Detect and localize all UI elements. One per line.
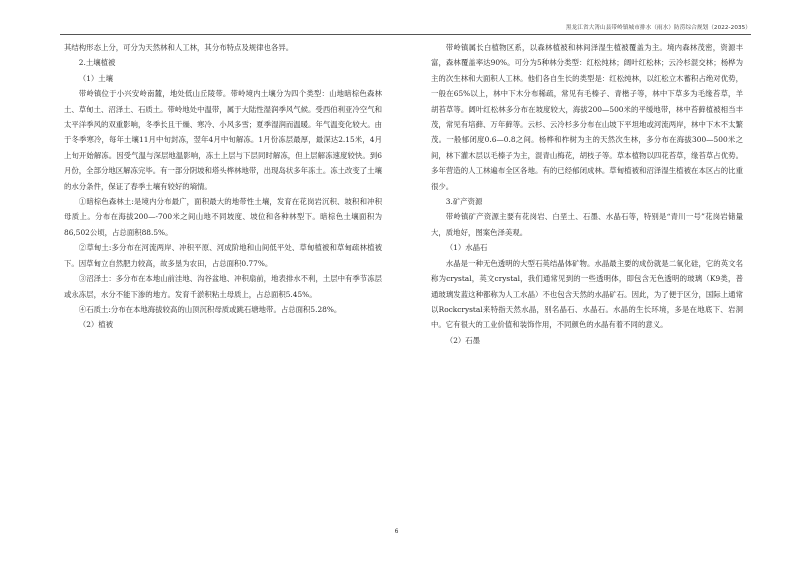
right-column	[431, 40, 743, 348]
paragraph: ③沼泽土：多分布在本地山前洼地、沟谷盆地、冲积扇前，地表排水不利，土层中有季节冻层或永冻层，水分不能下渗的地方。发育千淤积粘土母质上，占总面积5.45%。	[64, 274, 382, 299]
paragraph: 带岭镇矿产资源主要有花岗岩、白垩土、石墨、水晶石等，特别是“青川一号”花岗岩储量大，质地好，图案色泽美观。	[431, 212, 743, 237]
section-heading: （1）土壤	[78, 73, 114, 83]
section-heading: 2.土壤植被	[78, 58, 116, 68]
paragraph: 带岭镇位于小兴安岭南麓，地处低山丘陵带。带岭境内土壤分为四个类型：山地暗棕色森林土、草甸土、沼泽土、石质土。带岭地处中温带，属于大陆性湿润季风气候。受西伯利亚冷空气和太平洋季风的双重影响，冬季长且干燥、寒冷、小风多雪；夏季湿润而温暖。年气温变化较大。由于冬季寒冷，每年土壤11月中旬封冻，翌年4月中旬解冻。1月份冻层最厚，最深达2.15米，4月上旬开始解冻。因受气温与深层地温影响，冻土上层与下层同时解冻，但上层解冻速度较快。到6月份，全部分地区解冻完毕。有一部分阴坡和塔头桦林地带，出现岛状多年冻土。冻土改变了土壤的水分条件，保证了春季土壤有较好的墒情。	[64, 89, 382, 191]
header-divider	[60, 34, 751, 35]
paragraph: 其结构形态上分，可分为天然林和人工林，其分布特点及规律也各异。	[64, 43, 294, 52]
page-header: 黑龙江省大箐山县带岭镇城市排水（雨水）防涝综合规划（2022-2035）	[565, 25, 751, 31]
paragraph: ④石质土:分布在本地海拔较高的山顶沉积母质或跳石塘地带。占总面积5.28%。	[78, 304, 342, 314]
left-column	[64, 40, 382, 333]
paragraph: ①暗棕色森林土:是境内分布最广，面积最大的地带性土壤，发育在花岗岩沉积、坡积和冲积母质上。分布在海拔200—-700米之间山地不同坡度、坡位和各种林型下。暗棕色土壤面积为86,502公顷，占总面积88.5%。	[64, 197, 382, 237]
section-heading: （1）水晶石	[445, 243, 488, 253]
section-heading: （2）植被	[78, 320, 114, 330]
paragraph: 水晶是一种无色透明的大型石英结晶体矿物。水晶最主要的成份就是二氧化硅，它的英文名称为crystal，英文crystal，我们通常见到的一些透明体，即包含无色透明的玻璃（K9类，普通玻璃发蓝这种都称为人工水晶）不也包含天然的水晶矿石。因此，为了便于区分，国际上通常以Rockcrystal来特指天然水晶，别名晶石、水晶石。水晶的生长环境，多是在地底下、岩洞中。它有很大的工业价值和装饰作用，不同颜色的水晶有着不同的意义。	[431, 258, 743, 330]
section-heading: 3.矿产资源	[445, 197, 483, 207]
page-number: 6	[394, 528, 399, 535]
paragraph: ②草甸土:多分布在河流两岸、冲积平原、河成阶地和山间低平处、草甸植被和草甸疏林植被下。因草甸立自然肥力较高，故多垦为农田，占总面积0.77%。	[64, 243, 382, 268]
section-heading: （2）石墨	[445, 335, 481, 345]
paragraph: 带岭镇属长白植物区系，以森林植被和林间泽湿生植被覆盖为主。境内森林茂密，资源丰富，森林覆盖率达90%。可分为5种林分类型：红松纯林；阔叶红松林；云冷杉混交林；杨桦为主的次生林和大面积人工林。他们各自生长的类型是：红松纯林，以红松立木蓄积占绝对优势，一般在65%以上，林中下木分布稀疏，常见有毛榛子、青楷子等，林中下草多为毛缘苔草，羊胡苔草等。阔叶红松林多分布在坡度较大，海拔200—500米的平缓地带，林中苔藓植被相当丰茂，常见有培藓、万年藓等。云杉、云冷杉多分布在山坡下平坦地或河流两岸，林中下木不太繁茂。一般郁闭度0.6—0.8之间。杨桦和柞树为主的天然次生林，多分布在海拔300—500米之间，林下灌木层以毛榛子为主，混青山梅花，胡枝子等。草本植物以四花苔草，缘苔草占优势。多年营造的人工林遍布全区各地。有的已经郁闭成林。草甸植被和沼泽湿生植被在本区占的比重很少。	[431, 43, 743, 191]
